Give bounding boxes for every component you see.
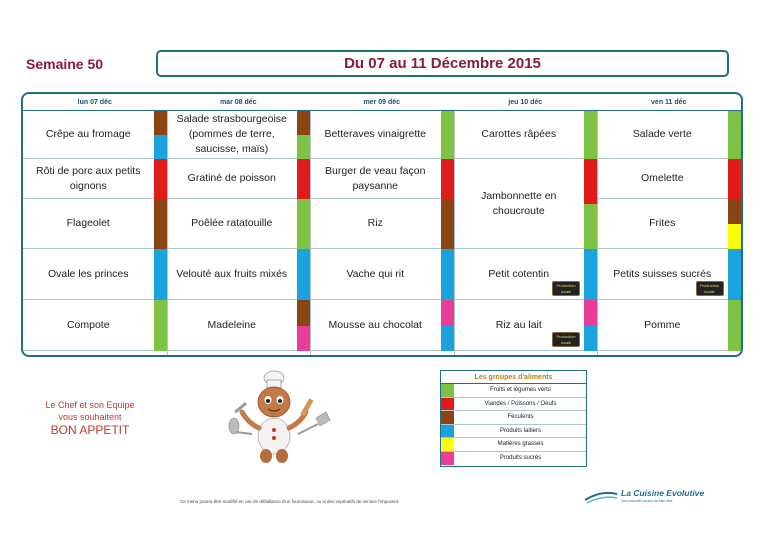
column-divider <box>167 111 168 355</box>
column-divider <box>597 111 598 355</box>
column-divider <box>454 111 455 355</box>
food-group-strip <box>297 159 310 199</box>
date-range-title: Du 07 au 11 Décembre 2015 <box>156 50 729 77</box>
menu-dish: Salade verte <box>597 111 728 159</box>
chef-mascot-icon <box>226 368 338 468</box>
menu-dish: Vache qui rit <box>310 249 441 300</box>
menu-dish: Ovale les princes <box>23 249 154 300</box>
food-group-strip <box>584 326 597 352</box>
legend-label: Produits laitiers <box>499 427 541 434</box>
food-group-strip <box>441 199 454 249</box>
day-header: ven 11 déc <box>597 94 741 111</box>
food-group-strip <box>728 224 741 249</box>
brand-logo <box>583 488 723 506</box>
legend-swatch <box>441 398 454 411</box>
menu-dish: Pomme <box>597 300 728 351</box>
legend-swatch <box>441 438 454 451</box>
food-group-strip <box>154 249 167 300</box>
menu-dish: Flageolet <box>23 199 154 249</box>
food-group-strip <box>297 300 310 326</box>
food-group-strip <box>728 111 741 159</box>
day-header: lun 07 déc <box>23 94 167 111</box>
food-group-strip <box>728 159 741 199</box>
food-group-strip <box>297 326 310 352</box>
menu-dish: Gratiné de poisson <box>167 159 298 199</box>
food-group-strip <box>154 300 167 351</box>
menu-dish: Salade strasbourgeoise (pommes de terre, saucisse, maïs) <box>167 111 298 159</box>
menu-dish: Petit cotentin <box>454 249 585 300</box>
menu-dish: Mousse au chocolat <box>310 300 441 351</box>
food-group-strip <box>154 135 167 159</box>
food-group-strip <box>728 199 741 224</box>
menu-dish: Burger de veau façon paysanne <box>310 159 441 199</box>
week-label: Semaine 50 <box>26 56 104 72</box>
menu-dish: Crêpe au fromage <box>23 111 154 159</box>
food-group-strip <box>297 111 310 135</box>
local-product-board-icon: Production locale <box>552 281 580 296</box>
menu-dish: Poêlée ratatouille <box>167 199 298 249</box>
food-group-strip <box>584 204 597 249</box>
food-group-strip <box>154 199 167 249</box>
menu-footnote: Ce menu pourra être modifié en cas de défaillance d'un fournisseur, ou si des impératifs de service l'imposent. <box>180 499 400 504</box>
chef-message-line3: BON APPETIT <box>50 423 130 437</box>
legend-item <box>441 425 586 439</box>
food-groups-legend <box>440 370 587 467</box>
menu-dish: Rôti de porc aux petits oignons <box>23 159 154 199</box>
food-group-strip <box>584 159 597 204</box>
day-header: mer 09 déc <box>310 94 454 111</box>
menu-dish: Riz au lait <box>454 300 585 351</box>
menu-dish: Omelette <box>597 159 728 199</box>
column-divider <box>310 111 311 355</box>
food-group-strip <box>297 135 310 159</box>
food-group-strip <box>297 249 310 300</box>
menu-dish: Petits suisses sucrés <box>597 249 728 300</box>
menu-dish: Madeleine <box>167 300 298 351</box>
food-group-strip <box>441 300 454 326</box>
legend-item <box>441 384 586 398</box>
day-header: jeu 10 déc <box>454 94 598 111</box>
menu-dish: Carottes râpées <box>454 111 585 159</box>
menu-dish: Jambonnette en choucroute <box>454 159 585 249</box>
food-group-strip <box>584 300 597 326</box>
legend-item <box>441 452 586 466</box>
legend-title: Les groupes d'aliments <box>441 371 586 384</box>
legend-item <box>441 438 586 452</box>
legend-swatch <box>441 384 454 397</box>
food-group-strip <box>441 326 454 352</box>
local-product-board-icon: Production locale <box>696 281 724 296</box>
legend-swatch <box>441 452 454 466</box>
day-header: mar 08 déc <box>167 94 311 111</box>
legend-label: Féculents <box>507 414 534 420</box>
chef-message-line2: vous souhaitent <box>58 412 122 422</box>
brand-tagline: Une nouvelle saveur de bien-être <box>621 499 673 503</box>
local-product-board-icon: Production locale <box>552 332 580 347</box>
legend-swatch <box>441 425 454 438</box>
menu-dish: Betteraves vinaigrette <box>310 111 441 159</box>
menu-table <box>21 92 743 357</box>
food-group-strip <box>441 159 454 199</box>
brand-name: La Cuisine Evolutive <box>621 488 705 498</box>
legend-label: Fruits et légumes verts <box>490 387 551 393</box>
legend-item <box>441 398 586 412</box>
chef-message <box>30 399 150 436</box>
food-group-strip <box>441 111 454 159</box>
brand-swoosh-icon <box>583 488 619 506</box>
chef-message-line1: Le Chef et son Equipe <box>45 400 135 410</box>
legend-swatch <box>441 411 454 424</box>
food-group-strip <box>584 111 597 159</box>
legend-label: Viandes / Poissons / Oeufs <box>484 400 557 407</box>
food-group-strip <box>584 249 597 300</box>
food-group-strip <box>154 111 167 135</box>
menu-dish: Riz <box>310 199 441 249</box>
legend-item <box>441 411 586 425</box>
menu-dish: Velouté aux fruits mixés <box>167 249 298 300</box>
legend-label: Matières grasses <box>497 441 544 447</box>
food-group-strip <box>441 249 454 300</box>
menu-dish: Compote <box>23 300 154 351</box>
legend-label: Produits sucrés <box>499 454 542 461</box>
food-group-strip <box>154 159 167 199</box>
food-group-strip <box>728 300 741 351</box>
food-group-strip <box>297 199 310 249</box>
food-group-strip <box>728 249 741 300</box>
menu-dish: Frites <box>597 199 728 249</box>
